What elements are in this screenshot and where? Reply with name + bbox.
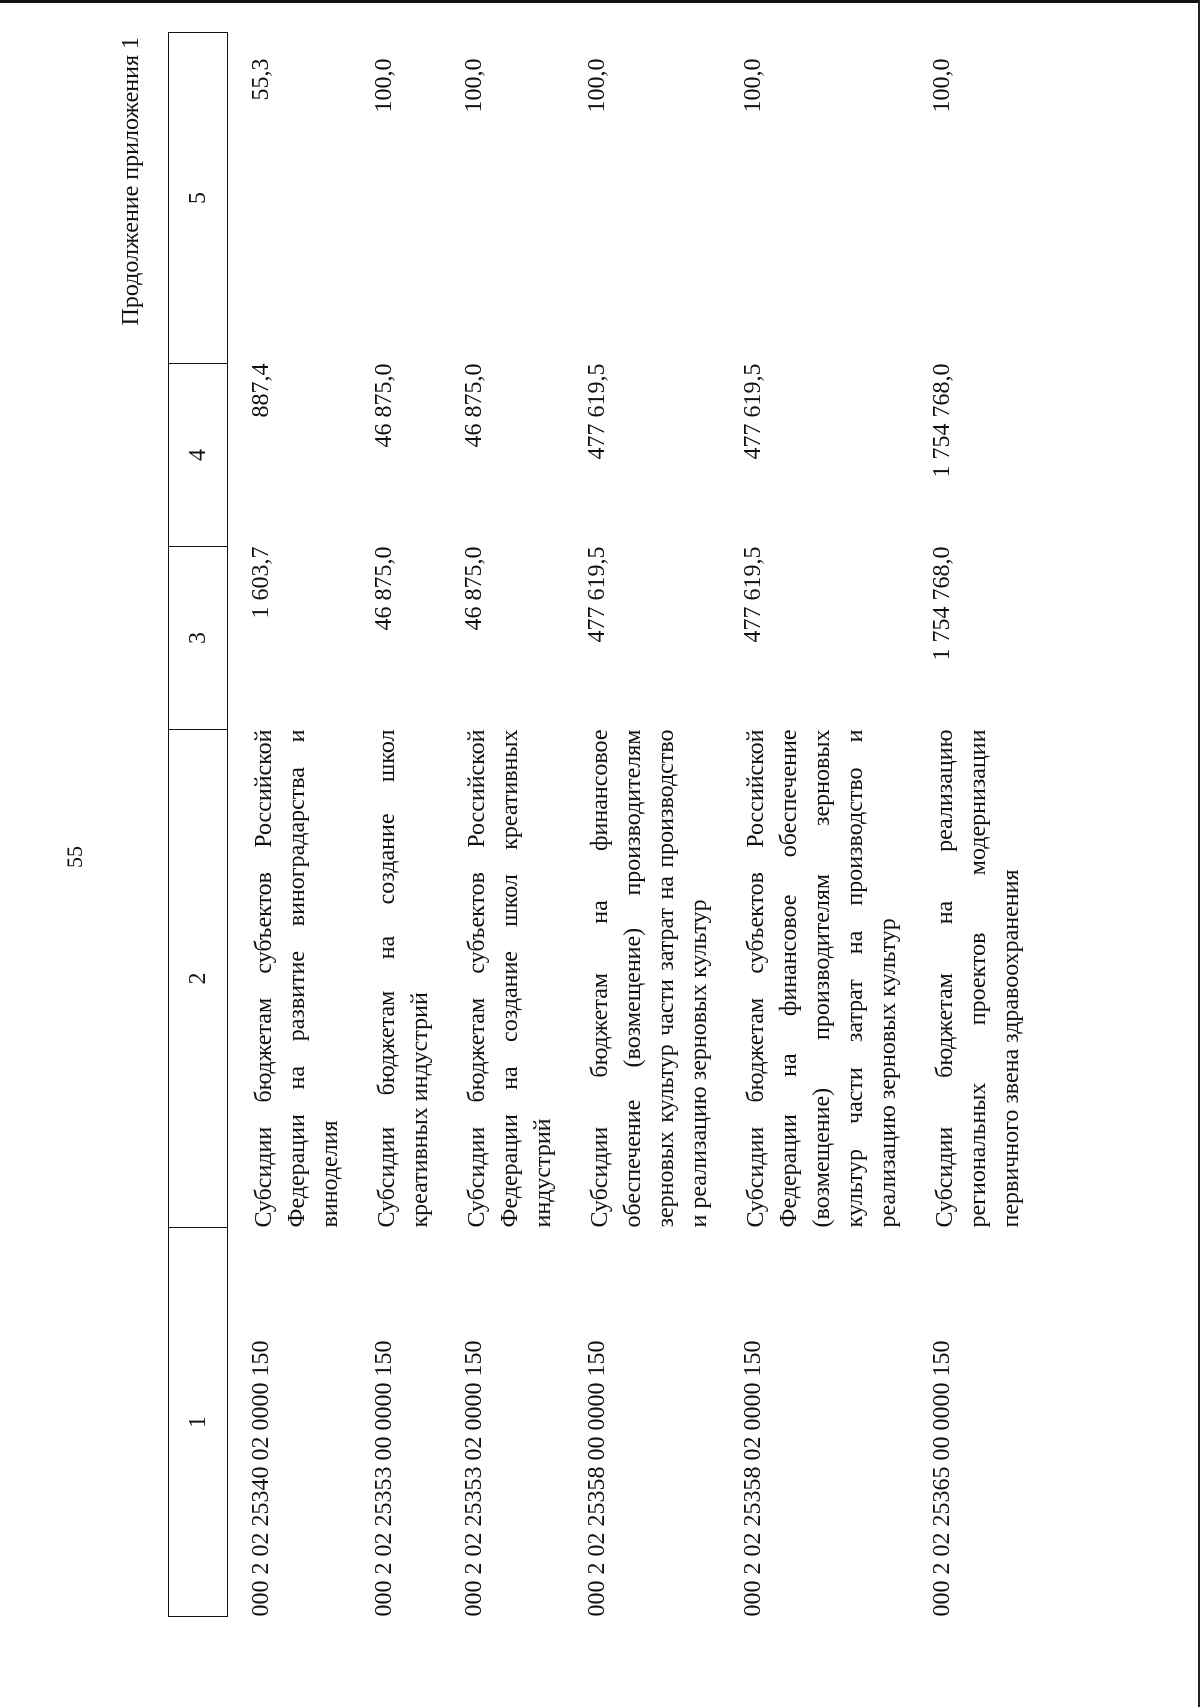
row-col4: 477 619,5 — [740, 363, 766, 460]
table-row — [459, 33, 560, 1617]
header-col-5: 5 — [169, 33, 228, 364]
row-col3: 46 875,0 — [371, 546, 397, 631]
row-description: Субсидии бюджетам субъектов Российской Федерации на развитие виноградарства и виноделия — [251, 729, 343, 1228]
row-col5: 100,0 — [461, 58, 487, 113]
row-code: 000 2 02 25358 00 0000 150 — [584, 1340, 610, 1617]
row-code: 000 2 02 25358 02 0000 150 — [740, 1340, 766, 1617]
page-number: 55 — [62, 846, 87, 868]
row-col4: 477 619,5 — [584, 363, 610, 460]
table-header-row — [169, 33, 228, 1617]
table-row — [369, 33, 437, 1617]
row-description: Субсидии бюджетам субъектов Российской Федерации на создание школ креативных индустрий — [464, 729, 556, 1228]
row-code: 000 2 02 25353 00 0000 150 — [371, 1340, 397, 1617]
budget-table — [168, 32, 1028, 1617]
row-description: Субсидии бюджетам на реализацию региональных проектов модернизации первичного звена здравоохранения — [932, 729, 1024, 1228]
row-col3: 46 875,0 — [461, 546, 487, 631]
row-description: Субсидии бюджетам на создание школ креативных индустрий — [374, 729, 433, 1228]
row-col4: 46 875,0 — [371, 363, 397, 448]
row-col5: 100,0 — [584, 58, 610, 113]
row-code: 000 2 02 25353 02 0000 150 — [461, 1340, 487, 1617]
header-col-3: 3 — [169, 547, 228, 730]
row-col5: 55,3 — [248, 58, 274, 101]
header-col-4: 4 — [169, 364, 228, 547]
continuation-label: Продолжение приложения 1 — [118, 37, 144, 326]
row-col3: 477 619,5 — [740, 546, 766, 643]
row-col5: 100,0 — [929, 58, 955, 113]
table-row — [582, 33, 716, 1617]
row-col4: 887,4 — [248, 363, 274, 418]
row-col3: 1 603,7 — [248, 546, 274, 619]
row-col4: 46 875,0 — [461, 363, 487, 448]
table-row — [738, 33, 905, 1617]
table-row — [246, 33, 347, 1617]
row-code: 000 2 02 25340 02 0000 150 — [248, 1340, 274, 1617]
row-col3: 477 619,5 — [584, 546, 610, 643]
row-description: Субсидии бюджетам субъектов Российской Федерации на финансовое обеспечение (возмещение) производителям зерновых культур части затрат на производство и реализацию зерновых культур — [743, 729, 901, 1228]
row-col5: 100,0 — [740, 58, 766, 113]
row-col5: 100,0 — [371, 58, 397, 113]
table-row — [927, 33, 1028, 1617]
header-col-1: 1 — [169, 1228, 228, 1617]
row-description: Субсидии бюджетам на финансовое обеспечение (возмещение) производителям зерновых культур части затрат на производство и реализацию зерновых культур — [587, 729, 712, 1228]
row-col3: 1 754 768,0 — [929, 546, 955, 661]
row-code: 000 2 02 25365 00 0000 150 — [929, 1340, 955, 1617]
row-col4: 1 754 768,0 — [929, 363, 955, 478]
header-col-2: 2 — [169, 730, 228, 1228]
